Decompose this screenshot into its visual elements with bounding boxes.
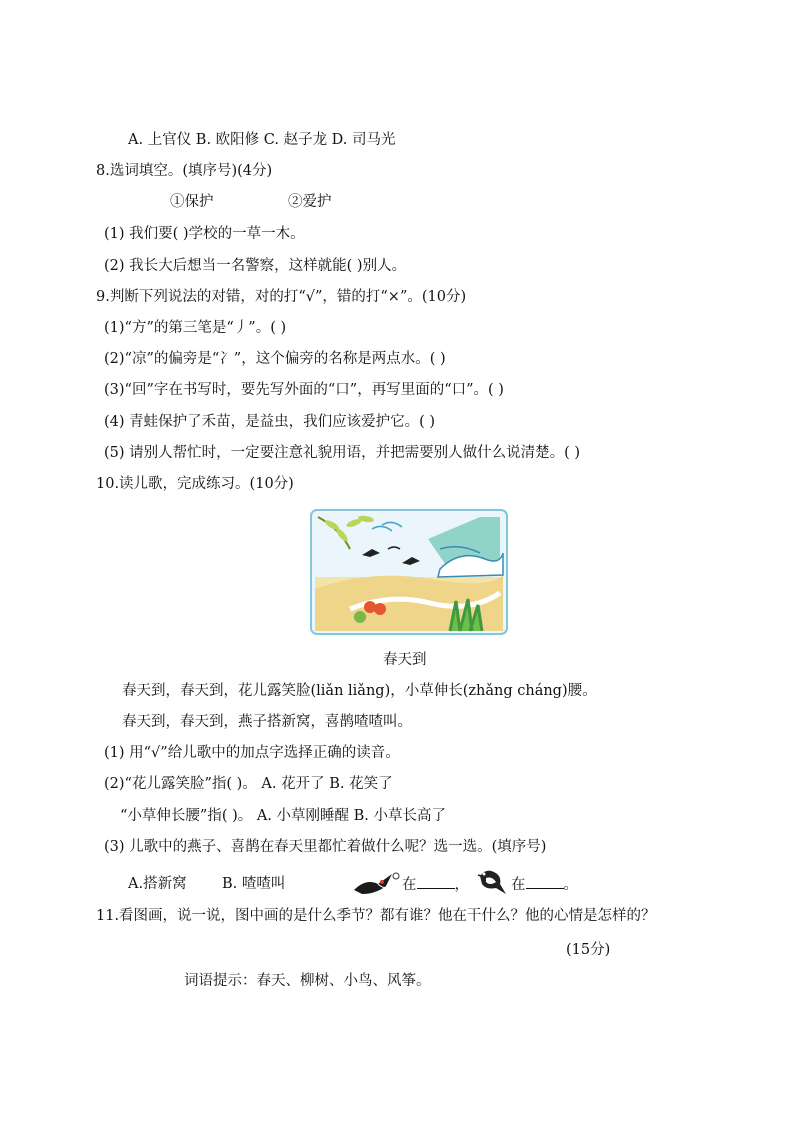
q9-item-1: (1)“方”的第三笔是“丿”。( ) xyxy=(104,320,287,336)
q8-word-2: ②爱护 xyxy=(288,194,332,210)
q10-option-b: B. 喳喳叫 xyxy=(222,876,286,892)
q9-item-3: (3)“回”字在书写时，要先写外面的“口”，再写里面的“口”。( ) xyxy=(104,382,504,398)
q10-in-1: 在 xyxy=(402,877,417,893)
q10-sub-2b: “小草伸长腰”指( )。 A. 小草刚睡醒 B. 小草长高了 xyxy=(120,808,447,824)
q11-title: 11.看图画，说一说，图中画的是什么季节？都有谁？他在干什么？他的心情是怎样的？ xyxy=(96,908,656,924)
q8-item-2: (2) 我长大后想当一名警察，这样就能( )别人。 xyxy=(104,258,407,274)
q8-title: 8.选词填空。(填序号)(4分) xyxy=(96,163,273,179)
swallow-icon xyxy=(352,870,400,896)
answer-blank-2[interactable] xyxy=(526,874,564,889)
q10-sub-1: (1) 用“√”给儿歌中的加点字选择正确的读音。 xyxy=(104,745,400,761)
q8-item-1: (1) 我们要( )学校的一草一木。 xyxy=(104,226,305,242)
q10-sub-2a: (2)“花儿露笑脸”指( )。 A. 花开了 B. 花笑了 xyxy=(104,776,393,792)
poem-title: 春天到 xyxy=(383,652,427,668)
poem-line-1: 春天到，春天到，花儿露笑脸(liǎn liǎng)，小草伸长(zhǎng cháng)腰。 xyxy=(122,683,597,699)
q10-answer-1-label: 在 ， xyxy=(402,874,469,895)
q9-item-5: (5) 请别人帮忙时，一定要注意礼貌用语，并把需要别人做什么说清楚。( ) xyxy=(104,445,581,461)
q8-word-1: ①保护 xyxy=(170,194,214,210)
q9-item-2: (2)“凉”的偏旁是“冫”，这个偏旁的名称是两点水。( ) xyxy=(104,351,446,367)
q7-options: A. 上官仪 B. 欧阳修 C. 赵子龙 D. 司马光 xyxy=(128,132,396,148)
q10-in-2: 在 xyxy=(511,877,526,893)
q10-option-a: A.搭新窝 xyxy=(128,876,187,892)
answer-blank-1[interactable] xyxy=(417,874,455,889)
q10-answer-2-label xyxy=(511,874,578,895)
q9-item-4: (4) 青蛙保护了禾苗，是益虫，我们应该爱护它。( ) xyxy=(104,414,436,430)
q10-title: 10.读儿歌，完成练习。(10分) xyxy=(96,476,294,492)
q11-hint: 词语提示：春天、柳树、小鸟、风筝。 xyxy=(184,973,431,989)
magpie-icon xyxy=(476,866,510,896)
q10-sub-3: (3) 儿歌中的燕子、喜鹊在春天里都忙着做什么呢？选一选。(填序号) xyxy=(104,839,547,855)
spring-illustration xyxy=(310,509,508,635)
q11-score: (15分) xyxy=(566,942,611,958)
poem-line-2: 春天到，春天到，燕子搭新窝，喜鹊喳喳叫。 xyxy=(122,714,412,730)
q9-title: 9.判断下列说法的对错，对的打“√”，错的打“×”。(10分) xyxy=(96,289,467,305)
q10-end: 。 xyxy=(563,877,578,893)
